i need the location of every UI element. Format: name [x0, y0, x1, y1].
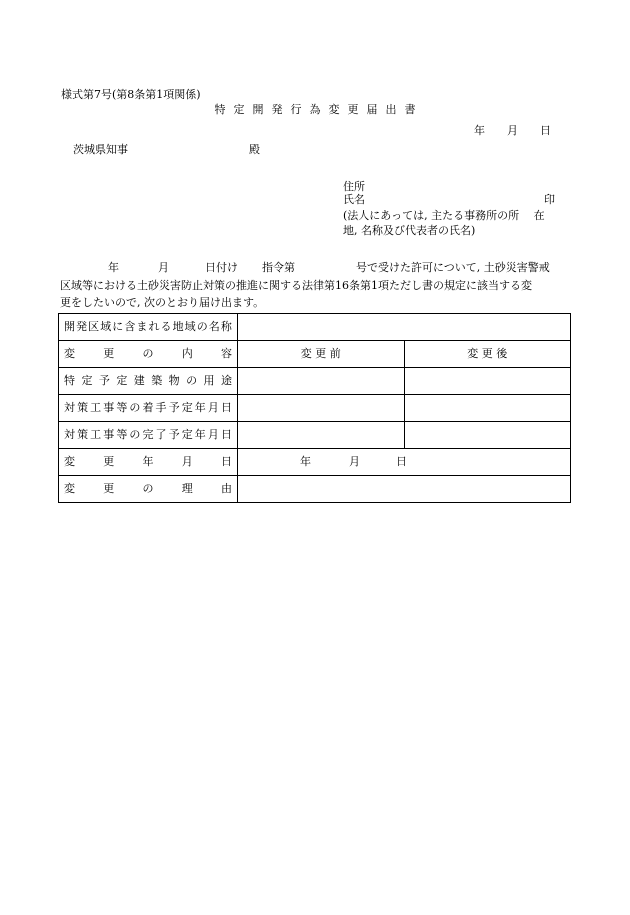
change-date-month: 月	[349, 455, 360, 468]
label-char: 変	[64, 347, 75, 360]
addressee: 茨城県知事	[73, 143, 128, 156]
submission-date	[474, 124, 551, 138]
completion-date-after-field[interactable]	[404, 422, 571, 449]
name-label: 氏名	[343, 193, 365, 206]
change-date-field[interactable]	[238, 449, 571, 476]
label-char: れ	[148, 320, 160, 333]
label-char: 更	[103, 347, 115, 360]
start-date-before-field[interactable]	[238, 395, 405, 422]
body-line-3: 更をしたいので, 次のとおり届け出ます。	[60, 296, 265, 309]
label-char: 予	[168, 428, 180, 441]
label-char: の	[129, 428, 141, 441]
table-row	[59, 314, 571, 341]
label-char: 容	[221, 347, 232, 360]
change-date-year: 年	[300, 455, 311, 468]
label-char: 変	[64, 482, 75, 495]
change-reason-field[interactable]	[238, 476, 571, 503]
label-char: 用	[203, 374, 215, 387]
label-char: 月	[181, 455, 193, 468]
label-char: 日	[221, 455, 232, 468]
label-char: の	[196, 320, 208, 333]
label-char: ま	[136, 320, 148, 333]
label-char: の	[142, 482, 154, 495]
label-char: 完	[142, 428, 154, 441]
row-label	[59, 476, 238, 503]
label-char: 地	[172, 320, 184, 333]
body-month: 月	[158, 261, 169, 274]
label-char: 等	[116, 401, 128, 414]
date-year-label: 年	[474, 124, 485, 137]
label-char: 定	[81, 374, 93, 387]
label-char: 建	[133, 374, 145, 387]
label-char: 物	[168, 374, 180, 387]
date-day-label: 日	[540, 124, 551, 137]
label-char: 理	[181, 482, 193, 495]
seal-label: 印	[544, 193, 555, 206]
label-char: 対	[64, 428, 75, 441]
change-date-day: 日	[396, 455, 407, 468]
document-title: 特定開発行為変更届出書	[214, 103, 424, 116]
row-label	[59, 395, 238, 422]
label-char: 定	[116, 374, 128, 387]
body-year: 年	[108, 261, 119, 274]
body-line-2: 区域等における土砂災害防止対策の推進に関する法律第16条第1項ただし書の規定に該当する変	[60, 279, 532, 292]
label-char: の	[186, 374, 198, 387]
label-char: 更	[103, 455, 115, 468]
label-char: 名	[208, 320, 220, 333]
row-label	[59, 368, 238, 395]
label-char: 了	[155, 428, 167, 441]
table-row	[59, 422, 571, 449]
address-label: 住所	[343, 180, 365, 193]
body-day: 日付け	[205, 261, 238, 274]
label-char: 事	[103, 428, 115, 441]
label-char: 特	[64, 374, 75, 387]
label-char: 日	[220, 401, 232, 414]
after-change-header: 変 更 後	[404, 341, 571, 368]
label-char: 由	[221, 482, 232, 495]
label-char: 工	[90, 428, 102, 441]
label-char: 手	[155, 401, 167, 414]
label-char: 予	[168, 401, 180, 414]
building-use-after-field[interactable]	[404, 368, 571, 395]
corporate-note-line1: (法人にあっては, 主たる事務所の所 在	[343, 209, 545, 222]
table-row	[59, 341, 571, 368]
form-number: 様式第7号(第8条第1項関係)	[61, 88, 201, 101]
before-change-header: 変 更 前	[238, 341, 405, 368]
label-char: 含	[124, 320, 136, 333]
label-char: 内	[181, 347, 193, 360]
honorific: 殿	[249, 143, 260, 156]
table-row	[59, 395, 571, 422]
label-char: 年	[194, 428, 206, 441]
label-char: 区	[88, 320, 100, 333]
row-label	[59, 314, 238, 341]
label-char: 途	[220, 374, 232, 387]
label-char: 月	[207, 428, 219, 441]
completion-date-before-field[interactable]	[238, 422, 405, 449]
label-char: 更	[103, 482, 115, 495]
label-char: 称	[220, 320, 232, 333]
label-char: 策	[77, 428, 89, 441]
row-label	[59, 449, 238, 476]
label-char: 変	[64, 455, 75, 468]
label-char: 着	[142, 401, 154, 414]
row-label	[59, 341, 238, 368]
label-char: 月	[207, 401, 219, 414]
table-row	[59, 368, 571, 395]
corporate-note-line2: 地, 名称及び代表者の氏名)	[343, 224, 476, 237]
label-char: 開	[64, 320, 75, 333]
row-label	[59, 422, 238, 449]
change-details-table	[58, 313, 571, 503]
label-char: 年	[194, 401, 206, 414]
label-char: 年	[142, 455, 154, 468]
label-char: 定	[181, 401, 193, 414]
table-row	[59, 449, 571, 476]
label-char: 日	[220, 428, 232, 441]
date-month-label: 月	[507, 124, 518, 137]
label-char: 対	[64, 401, 75, 414]
label-char: 域	[184, 320, 196, 333]
label-char: る	[160, 320, 172, 333]
table-row	[59, 476, 571, 503]
label-char: の	[142, 347, 154, 360]
label-char: 予	[98, 374, 110, 387]
area-name-field[interactable]	[238, 314, 571, 341]
label-char: の	[129, 401, 141, 414]
label-char: 策	[77, 401, 89, 414]
label-char: に	[112, 320, 124, 333]
label-char: 等	[116, 428, 128, 441]
building-use-before-field[interactable]	[238, 368, 405, 395]
label-char: 事	[103, 401, 115, 414]
body-order-prefix: 指令第	[262, 261, 295, 274]
label-char: 築	[151, 374, 163, 387]
body-line1-tail: 号で受けた許可について, 土砂災害警戒	[356, 261, 550, 274]
label-char: 域	[100, 320, 112, 333]
start-date-after-field[interactable]	[404, 395, 571, 422]
label-char: 工	[90, 401, 102, 414]
label-char: 定	[181, 428, 193, 441]
label-char: 発	[76, 320, 88, 333]
